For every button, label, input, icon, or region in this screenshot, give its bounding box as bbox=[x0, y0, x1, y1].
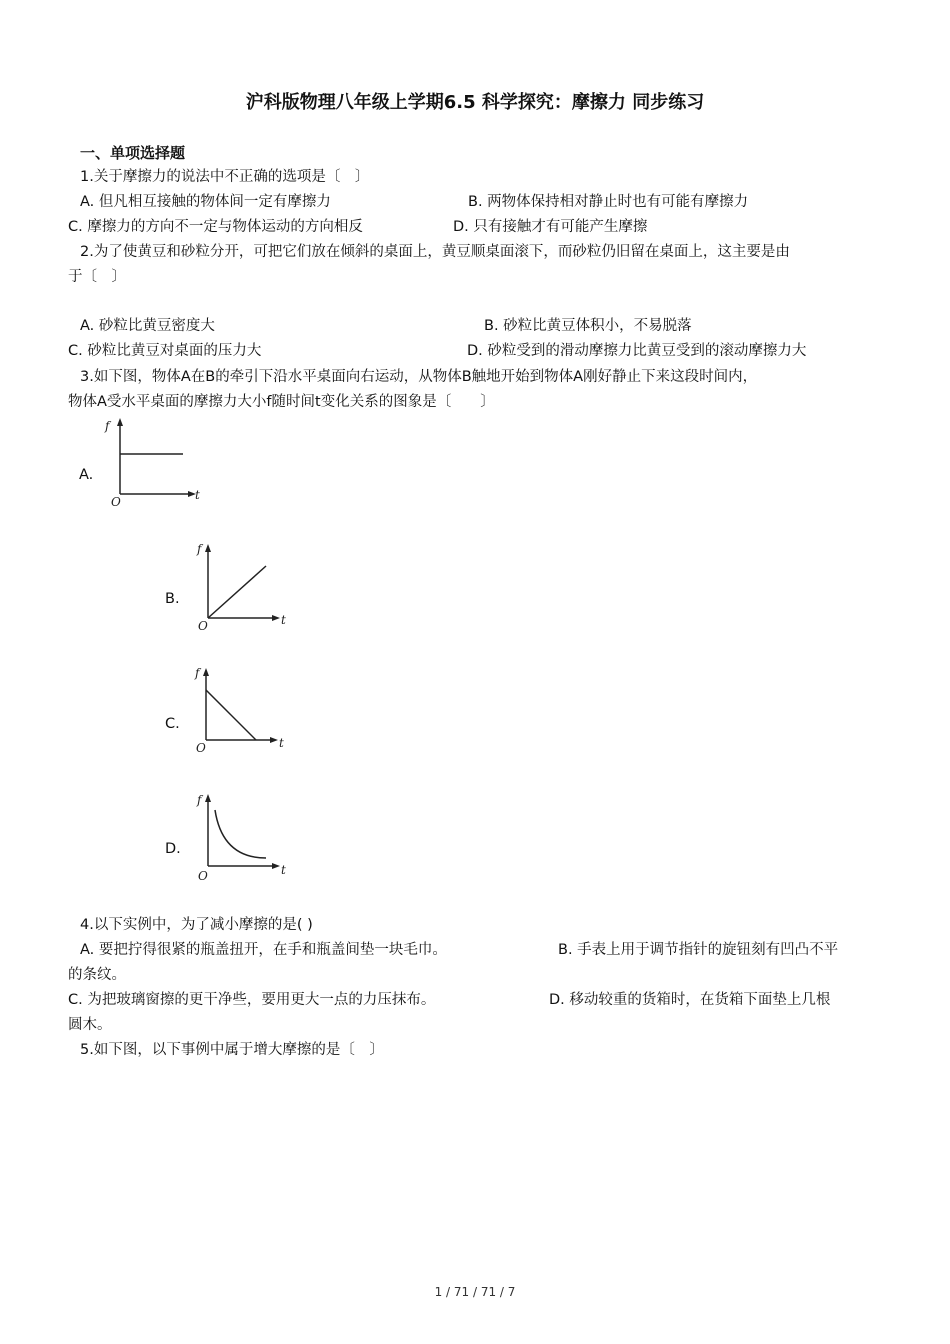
axis-f-label: f bbox=[105, 419, 110, 433]
q1-option-d: D. 只有接触才有可能产生摩擦 bbox=[453, 219, 648, 235]
q4-option-d-line2: 圆木。 bbox=[68, 1017, 112, 1033]
page-footer: 1 / 71 / 71 / 7 bbox=[434, 1285, 516, 1299]
q4-option-b-line1: B. 手表上用于调节指针的旋钮刻有凹凸不平 bbox=[558, 942, 839, 958]
q3-option-d-label: D. bbox=[165, 841, 181, 857]
q3-option-a-label: A. bbox=[79, 467, 94, 483]
q4-option-a: A. 要把拧得很紧的瓶盖扭开，在手和瓶盖间垫一块毛巾。 bbox=[80, 942, 447, 958]
q2-option-d: D. 砂粒受到的滑动摩擦力比黄豆受到的滚动摩擦力大 bbox=[467, 343, 807, 359]
q3-stem-line2: 物体A受水平桌面的摩擦力大小f随时间t变化关系的图象是〔 〕 bbox=[68, 394, 495, 410]
axis-t-label: t bbox=[195, 488, 200, 502]
q4-stem: 4.以下实例中，为了减小摩擦的是( ) bbox=[80, 917, 313, 933]
q1-option-c: C. 摩擦力的方向不一定与物体运动的方向相反 bbox=[68, 219, 363, 235]
q3-option-b-label: B. bbox=[165, 591, 180, 607]
origin-label: O bbox=[111, 495, 121, 509]
q3-option-c-label: C. bbox=[165, 716, 180, 732]
section-heading: 一、单项选择题 bbox=[80, 144, 186, 162]
q4-option-c: C. 为把玻璃窗擦的更干净些，要用更大一点的力压抹布。 bbox=[68, 992, 436, 1008]
q5-stem: 5.如下图，以下事例中属于增大摩擦的是〔 〕 bbox=[80, 1042, 384, 1058]
q2-option-b: B. 砂粒比黄豆体积小，不易脱落 bbox=[484, 318, 692, 334]
axis-f-label: f bbox=[197, 793, 202, 807]
q1-option-a: A. 但凡相互接触的物体间一定有摩擦力 bbox=[80, 194, 331, 210]
axis-t-label: t bbox=[281, 613, 286, 627]
axis-f-label: f bbox=[197, 542, 202, 556]
q4-option-b-line2: 的条纹。 bbox=[68, 967, 126, 983]
origin-label: O bbox=[198, 619, 208, 633]
q4-option-d-line1: D. 移动较重的货箱时，在货箱下面垫上几根 bbox=[549, 992, 831, 1008]
q2-stem-line1: 2.为了使黄豆和砂粒分开，可把它们放在倾斜的桌面上，黄豆顺桌面滚下，而砂粒仍旧留在桌面上，这主要是由 bbox=[80, 244, 790, 260]
q2-option-c: C. 砂粒比黄豆对桌面的压力大 bbox=[68, 343, 262, 359]
q3-stem-line1: 3.如下图，物体A在B的牵引下沿水平桌面向右运动，从物体B触地开始到物体A刚好静止下来这段时间内， bbox=[80, 369, 758, 385]
q3-graph-d bbox=[188, 786, 298, 886]
axis-f-label: f bbox=[195, 666, 200, 680]
q3-graph-a bbox=[100, 412, 210, 512]
q3-graph-c bbox=[186, 660, 296, 760]
axis-t-label: t bbox=[281, 863, 286, 877]
q1-option-b: B. 两物体保持相对静止时也有可能有摩擦力 bbox=[468, 194, 749, 210]
q1-stem: 1.关于摩擦力的说法中不正确的选项是〔 〕 bbox=[80, 169, 370, 185]
q2-stem-line2: 于〔 〕 bbox=[68, 269, 126, 285]
q2-option-a: A. 砂粒比黄豆密度大 bbox=[80, 318, 215, 334]
origin-label: O bbox=[196, 741, 206, 755]
axis-t-label: t bbox=[279, 736, 284, 750]
page-title: 沪科版物理八年级上学期6.5 科学探究：摩擦力 同步练习 bbox=[245, 92, 705, 113]
q3-graph-b bbox=[188, 536, 298, 636]
origin-label: O bbox=[198, 869, 208, 883]
